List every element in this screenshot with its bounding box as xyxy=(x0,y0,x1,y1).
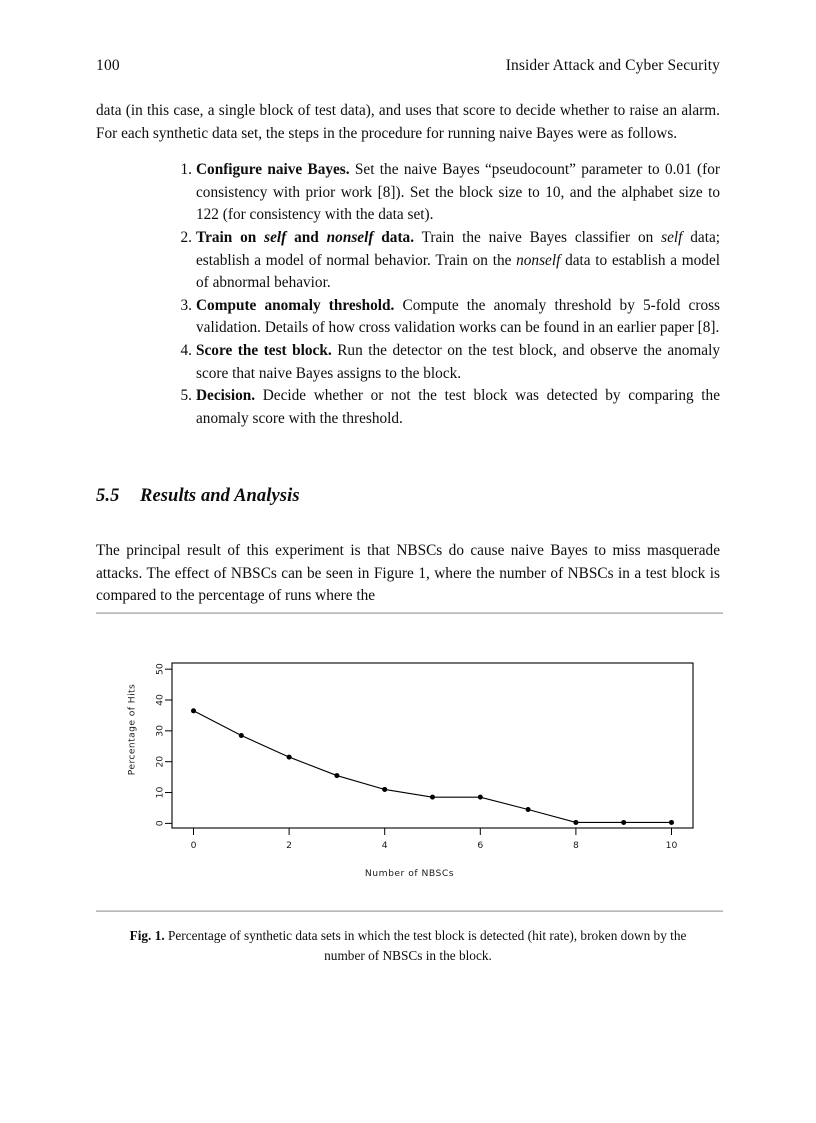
y-tick-label: 50 xyxy=(154,663,166,676)
step-lead: Configure naive Bayes. xyxy=(196,161,350,179)
plot-box xyxy=(172,663,693,828)
data-point xyxy=(191,708,196,713)
plot-area xyxy=(96,628,723,900)
x-tick-label: 10 xyxy=(665,840,678,851)
data-point xyxy=(334,773,339,778)
list-item xyxy=(166,295,720,340)
step-text-part: data; establish a model of normal behavior. Train on the xyxy=(196,228,720,269)
step-lead-part-italic: self xyxy=(264,228,287,246)
data-point xyxy=(430,795,435,800)
section-heading xyxy=(96,486,300,507)
y-tick-label: 40 xyxy=(154,694,166,706)
data-point xyxy=(287,755,292,760)
list-item xyxy=(166,385,720,430)
data-point xyxy=(621,820,626,825)
step-lead-part: data. xyxy=(373,228,415,246)
step-text-part-italic: self xyxy=(661,228,683,246)
step-lead-part-italic: nonself xyxy=(326,228,374,246)
data-point xyxy=(478,795,483,800)
step-lead-part: Train on xyxy=(196,228,265,246)
x-axis-label: Number of NBSCs xyxy=(364,868,455,879)
step-text: Run the detector on the test block, and observe the anomaly score that naive Bayes assigns to the block. xyxy=(196,341,720,382)
step-lead xyxy=(196,229,414,246)
x-tick-label: 8 xyxy=(572,840,579,851)
figure-caption xyxy=(108,926,708,965)
list-item xyxy=(166,340,720,385)
caption-label: Fig. 1. xyxy=(129,928,165,943)
caption-text: Percentage of synthetic data sets in which the test block is detected (hit rate), broken down by the number of NBSCs in the block. xyxy=(164,928,687,963)
y-axis-label: Percentage of Hits xyxy=(126,683,138,776)
section-number: 5.5 xyxy=(96,486,120,506)
list-item xyxy=(166,159,720,227)
hit-rate-line-chart xyxy=(96,628,723,864)
intro-paragraph: data (in this case, a single block of test data), and uses that score to decide whether to raise an alarm. For each synthetic data set, the steps in the procedure for running naive Bayes were as follows. xyxy=(96,102,720,142)
step-text: Compute the anomaly threshold by 5-fold cross validation. Details of how cross validation works can be found in an earlier paper [8]. xyxy=(196,296,720,337)
data-point xyxy=(526,807,531,812)
y-tick-label: 10 xyxy=(154,786,166,799)
body-column xyxy=(96,100,720,430)
step-lead: Compute anomaly threshold. xyxy=(196,296,395,314)
step-lead-part: and xyxy=(286,228,327,246)
step-lead: Score the test block. xyxy=(196,341,332,359)
data-point xyxy=(382,787,387,792)
step-text: Set the naive Bayes “pseudocount” parameter to 0.01 (for consistency with prior work [8]). Set the block size to 10, and the alphabet size to 122 (for consistency with the data set). xyxy=(196,161,720,224)
book-title: Insider Attack and Cyber Security xyxy=(505,57,720,74)
step-text-part-italic: nonself xyxy=(516,251,561,269)
x-tick-label: 2 xyxy=(286,840,293,851)
step-text-part: Train the naive Bayes classifier on xyxy=(414,228,662,246)
step-text-part: data to establish a model of abnormal behavior. xyxy=(196,251,720,292)
y-tick-label: 0 xyxy=(154,820,166,827)
x-tick-label: 0 xyxy=(190,840,197,851)
y-tick-label: 20 xyxy=(154,755,166,768)
y-tick-label: 30 xyxy=(154,724,166,737)
page-number: 100 xyxy=(96,57,120,74)
results-paragraph: The principal result of this experiment is that NBSCs do cause naive Bayes to miss masquerade attacks. The effect of NBSCs can be seen in Figure 1, where the number of NBSCs in a test block is compared to the percentage of runs where the xyxy=(96,542,720,605)
data-point xyxy=(573,820,578,825)
procedure-list xyxy=(96,159,720,430)
data-point xyxy=(239,733,244,738)
data-point xyxy=(669,820,674,825)
data-line xyxy=(194,711,672,823)
running-head xyxy=(96,57,720,75)
section-title: Results and Analysis xyxy=(140,486,300,506)
x-tick-label: 6 xyxy=(477,840,484,851)
list-item xyxy=(166,227,720,295)
step-lead: Decision. xyxy=(196,387,256,405)
figure-rule-top xyxy=(96,612,723,614)
figure-rule-bottom xyxy=(96,910,723,912)
x-tick-label: 4 xyxy=(381,840,388,851)
figure-1 xyxy=(96,628,723,900)
step-text: Decide whether or not the test block was detected by comparing the anomaly score with the threshold. xyxy=(196,387,720,427)
